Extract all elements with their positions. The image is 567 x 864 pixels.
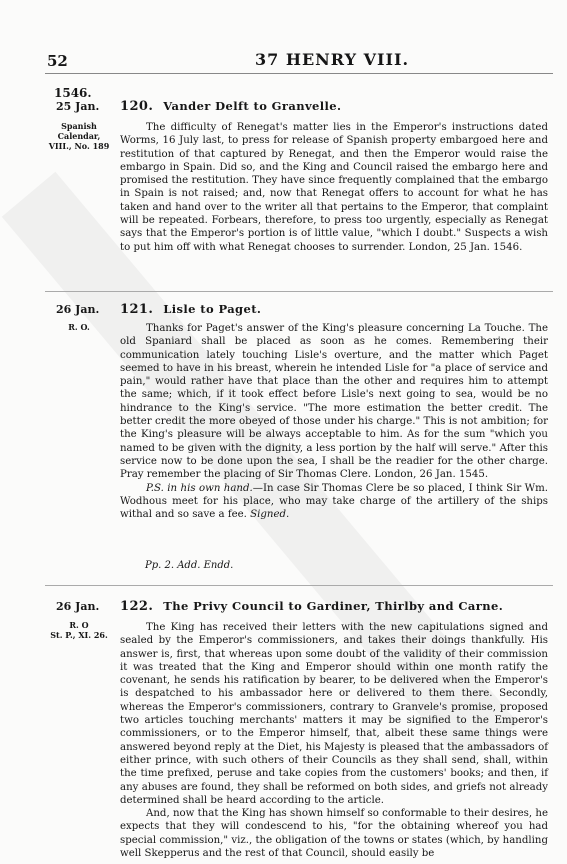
entry-title: The Privy Council to Gardiner, Thirlby and Carne.: [163, 599, 504, 613]
entry-heading: [120, 599, 503, 614]
entry-paragraph: The King has received their letters with the new capitulations signed and sealed by the Emperor's commissioners, and takes their doings thankfully. His answer is, first, that whereas upon some doubt of the validity of their commission it was treated that the King and Emperor should within one month ratify the covenant, he sends his ratification by bearer, to be delivered when the Emperor's is despatched to his ambassador here or delivered to them there. Secondly, whereas the Emperor's commissioners, contrary to Granvele's promise, proposed two articles touching merchants' matters it may be signified to the Emperor's commissioners, or to the Emperor himself, that, albeit these same things were answered beyond reply at the Diet, his Majesty is pleased that the ambassadors of either prince, with such others of their Councils as they shall send, shall, within the time prefixed, peruse and take copies from the customers' books; and then, if any abuses are found, they shall be reformed on both sides, and griefs not already determined shall be heard according to the article.: [120, 622, 548, 806]
header-rule: [45, 73, 553, 74]
entry-body: [120, 621, 548, 860]
source-line: Spanish: [61, 121, 97, 131]
running-head: 37 HENRY VIII.: [255, 50, 410, 69]
page-number: 52: [47, 52, 68, 70]
entry-separator: [45, 585, 553, 586]
entry-heading: [120, 99, 341, 114]
entry-source: [45, 620, 113, 640]
source-line: St. P., XI. 26.: [50, 630, 108, 640]
entry-body: [120, 121, 548, 254]
entry-paragraph: Thanks for Paget's answer of the King's pleasure concerning La Touche. The old Spaniard shall be placed as soon as he comes. Remembering their communication lately touching Lisle's overture, and the matter which Paget seemed to have in his breast, wherein he intended Lisle for "a place of service and pain," would rather have that place than the other and requires him to attempt the same; which, if it took effect before Lisle's next going to sea, would be no hindrance to the King's service. "The more estimation the better credit. The better credit the more obeyed of those under his charge." This is not ambition; for the King's pleasure will be always acceptable to him. As for the sum "which you named to be given with the dignity, a less portion by the half will serve." After this service now to be done upon the sea, I shall be the readier for the other charge. Pray remember the placing of Sir Thomas Clere. London, 26 Jan. 1545.: [120, 323, 548, 481]
postscript: [120, 482, 548, 522]
source-line: R. O: [69, 620, 89, 630]
year-label: 1546.: [54, 86, 92, 100]
entry-date: 26 Jan.: [56, 303, 100, 316]
entry-number: 121.: [120, 302, 154, 317]
entry-number: 122.: [120, 599, 154, 614]
entry-meta: Pp. 2. Add. Endd.: [145, 560, 234, 571]
postscript-signed: Signed.: [250, 509, 290, 521]
entry-separator: [45, 291, 553, 292]
source-line: R. O.: [68, 322, 90, 332]
source-line: VIII., No. 189: [48, 141, 110, 151]
entry-number: 120.: [120, 99, 154, 114]
postscript-label: P.S. in his own hand.: [146, 482, 253, 494]
source-line: Calendar,: [57, 131, 101, 141]
entry-source: [47, 121, 111, 151]
postscript-text: —In case Sir Thomas Clere be so placed, I think Sir Wm. Wodhous meet for his place, who may take charge of the artillery of the ships withal and so save a fee.: [120, 482, 548, 521]
entry-date: 25 Jan.: [56, 100, 100, 113]
entry-title: Vander Delft to Granvelle.: [163, 99, 342, 113]
entry-paragraph: The difficulty of Renegat's matter lies in the Emperor's instructions dated Worms, 16 July last, to press for release of Spanish property embargoed here and restitution of that captured by Renegat, and then the Emperor would raise the embargo in Spain. Did so, and the King and Council raised the embargo here and promised the restitution. They have since frequently complained that the embargo in Spain is not raised; and, now that Renegat offers to account for what he has taken and hand over to the writer all that pertains to the Emperor, that complaint will be repeated. Forbears, therefore, to press too urgently, especially as Renegat says that the Emperor's portion is of little value, "which I doubt." Suspects a wish to put him off with what Renegat chooses to surrender. London, 25 Jan. 1546.: [120, 122, 548, 253]
entry-source: [50, 322, 108, 332]
entry-body: [120, 322, 548, 521]
entry-heading: [120, 302, 261, 317]
entry-title: Lisle to Paget.: [163, 302, 262, 316]
entry-date: 26 Jan.: [56, 600, 100, 613]
entry-paragraph: And, now that the King has shown himself so conformable to their desires, he expects that they will condescend to his, "for the obtaining whereof you had special commission," viz., the obligation of the towns or states (which, by handling well Skepperus and the rest of that Council, should easily be: [120, 808, 548, 860]
